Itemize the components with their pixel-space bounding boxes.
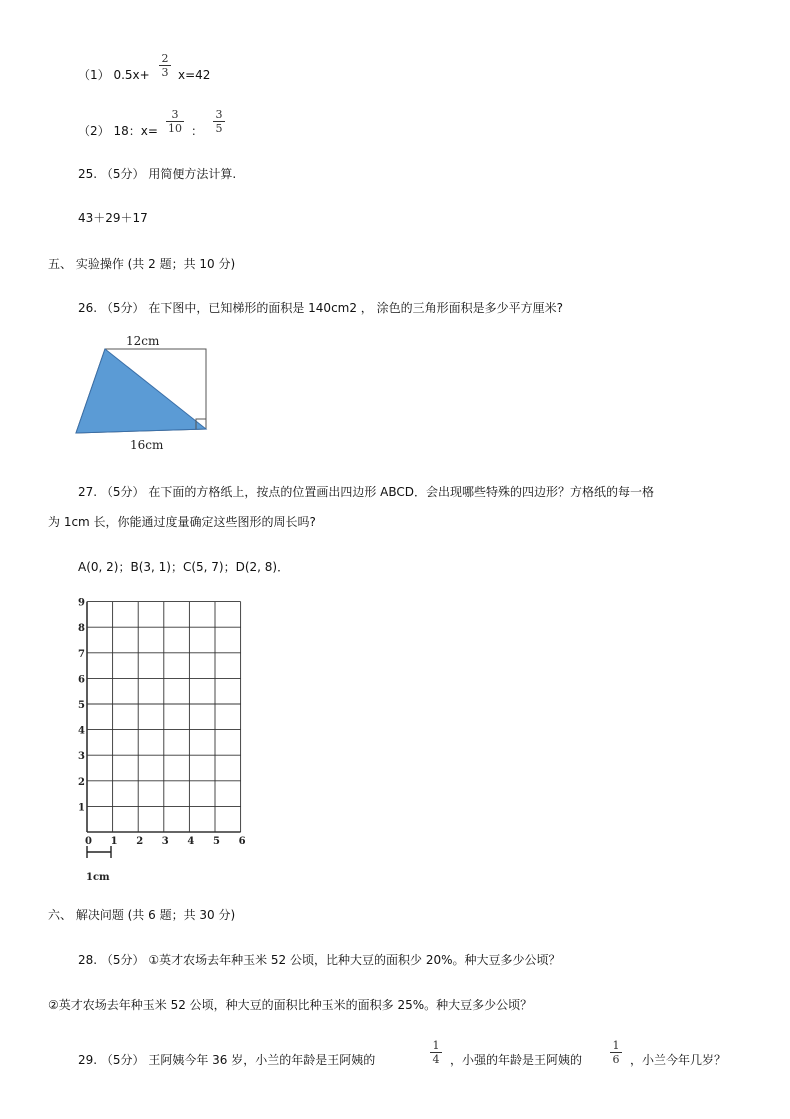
shaded-triangle xyxy=(76,349,206,433)
equation-2-colon: ： xyxy=(191,124,204,138)
question-29-part-1: 29. （5分） 王阿姨今年 36 岁，小兰的年龄是王阿姨的 xyxy=(78,1053,376,1067)
scale-bar xyxy=(87,846,111,858)
question-25-expression: 43＋29＋17 xyxy=(78,211,148,225)
question-25-title: 25. （5分） 用简便方法计算. xyxy=(78,167,237,181)
equation-2-fraction-2 xyxy=(213,109,225,134)
question-29-fraction-1 xyxy=(430,1040,442,1065)
x-tick-label: 1 xyxy=(110,836,118,847)
y-tick-label: 7 xyxy=(78,648,85,660)
equation-1-suffix: x=42 xyxy=(178,68,211,82)
fraction-numerator: 1 xyxy=(432,1039,440,1052)
question-27-line-1: 27. （5分） 在下面的方格纸上，按点的位置画出四边形 ABCD．会出现哪些特殊的四边形？方格纸的每一格 xyxy=(78,485,655,499)
graph-paper-grid xyxy=(70,596,260,886)
question-29-fraction-2 xyxy=(610,1040,622,1065)
question-26-title: 26. （5分） 在下图中，已知梯形的面积是 140cm2 ， 涂色的三角形面积是多少平方厘米? xyxy=(78,301,563,315)
y-tick-label: 8 xyxy=(78,623,85,635)
question-27-points: A(0, 2)；B(3, 1)；C(5, 7)；D(2, 8)． xyxy=(78,560,290,574)
y-tick-label: 5 xyxy=(78,700,85,711)
question-29-part-3: ，小兰今年几岁？ xyxy=(630,1053,727,1067)
equation-1-prefix: （1） 0.5x+ xyxy=(78,68,150,82)
y-tick-label: 1 xyxy=(78,802,85,814)
x-tick-label: 0 xyxy=(85,836,92,847)
fraction-denominator: 10 xyxy=(168,122,182,135)
fraction-numerator: 3 xyxy=(215,108,223,121)
fraction-numerator: 1 xyxy=(612,1039,620,1052)
fraction-denominator: 4 xyxy=(432,1053,440,1066)
fraction-numerator: 2 xyxy=(161,52,169,65)
equation-1-fraction xyxy=(159,53,171,78)
top-length-label: 12cm xyxy=(126,334,160,348)
equation-2-prefix: （2） 18：x= xyxy=(78,124,158,138)
equation-1 xyxy=(78,67,150,83)
section-6-title: 六、 解决问题 (共 6 题；共 30 分) xyxy=(48,908,236,922)
y-tick-label: 2 xyxy=(78,776,85,788)
fraction-denominator: 6 xyxy=(612,1053,620,1066)
y-tick-label: 4 xyxy=(78,725,85,737)
fraction-numerator: 3 xyxy=(171,108,179,121)
question-28-line-1: 28. （5分） ①英才农场去年种玉米 52 公顷，比种大豆的面积少 20%。种大豆多少公顷？ xyxy=(78,953,561,967)
x-tick-label: 3 xyxy=(161,836,169,847)
x-tick-label: 4 xyxy=(187,836,195,847)
y-tick-label: 9 xyxy=(78,597,85,609)
equation-2-fraction-1 xyxy=(166,109,184,134)
y-tick-label: 3 xyxy=(78,751,85,763)
question-27-line-2: 为 1cm 长，你能通过度量确定这些图形的周长吗? xyxy=(48,515,316,529)
scale-label: 1cm xyxy=(86,872,110,883)
section-5-title: 五、 实验操作 (共 2 题；共 10 分) xyxy=(48,257,236,271)
fraction-denominator: 5 xyxy=(215,122,223,135)
bottom-length-label: 16cm xyxy=(130,438,164,452)
y-tick-label: 6 xyxy=(78,674,85,686)
x-tick-label: 5 xyxy=(213,836,220,847)
x-tick-label: 2 xyxy=(136,836,144,847)
fraction-denominator: 3 xyxy=(161,66,169,79)
x-tick-label: 6 xyxy=(238,836,246,847)
question-29-part-2: ，小强的年龄是王阿姨的 xyxy=(450,1053,583,1067)
question-28-line-2: ②英才农场去年种玉米 52 公顷，种大豆的面积比种玉米的面积多 25%。种大豆多少公顷？ xyxy=(48,998,533,1012)
